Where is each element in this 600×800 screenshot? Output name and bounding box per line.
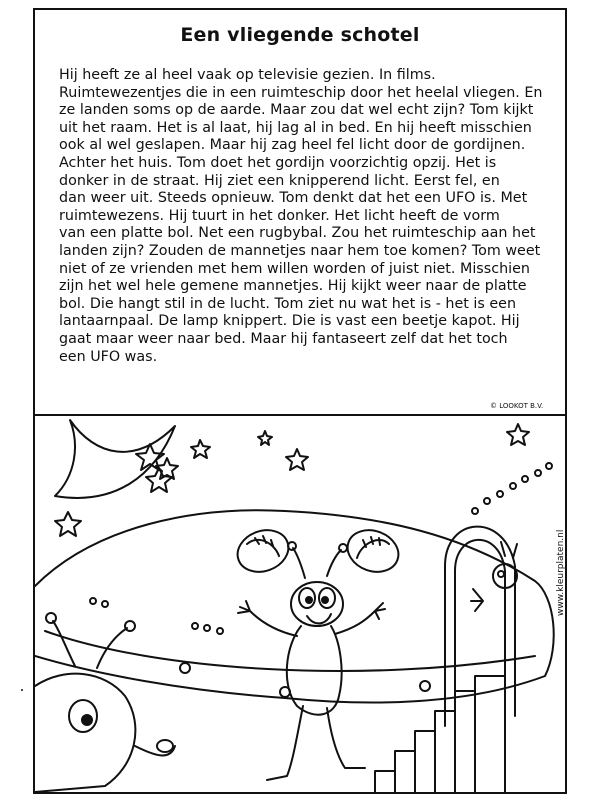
story-line: ook al wel geslapen. Maar hij zag heel fel licht door de gordijnen.: [59, 137, 526, 154]
story-text: [59, 67, 559, 366]
rugby-ball: [342, 523, 405, 578]
coloring-illustration: [35, 416, 565, 792]
copyright-text: © LOOKOT B.V.: [490, 402, 544, 410]
stray-dot: [21, 689, 23, 691]
story-line: Achter het huis. Tom doet het gordijn voorzichtig opzij. Het is: [59, 154, 497, 171]
story-line: niet of ze vrienden met hem willen worden of juist niet. Misschien: [59, 260, 530, 277]
story-line: Ruimtewezentjes die in een ruimteschip door het heelal vliegen. En: [59, 84, 543, 101]
rugby-ball: [232, 523, 295, 578]
story-line: uit het raam. Het is al laat, hij lag al in bed. En hij heeft misschien: [59, 119, 532, 136]
star-icon: [258, 431, 272, 445]
story-line: ze landen soms op de aarde. Maar zou dat wel echt zijn? Tom kijkt: [59, 102, 534, 119]
story-line: dan weer uit. Steeds opnieuw. Tom denkt dat het een UFO is. Met: [59, 190, 528, 207]
story-line: een UFO was.: [59, 348, 158, 365]
story-line: bol. Die hangt stil in de lucht. Tom ziet nu wat het is - het is een: [59, 295, 517, 312]
story-line: van een platte bol. Net een rugbybal. Zou het ruimteschip aan het: [59, 225, 536, 242]
website-text: www.kleurplaten.nl: [556, 529, 566, 616]
star-icon: [507, 424, 529, 445]
story-line: Hij heeft ze al heel vaak op televisie gezien. In films.: [59, 67, 436, 83]
star-icon: [191, 440, 210, 458]
story-line: donker in de straat. Hij ziet een knipperend licht. Eerst fel, en: [59, 172, 500, 189]
story-line: zijn het wel hele gemene mannetjes. Hij kijkt weer naar de platte: [59, 278, 527, 295]
story-line: landen zijn? Zouden de mannetjes naar hem toe komen? Tom weet: [59, 242, 541, 259]
star-icon: [146, 468, 172, 492]
page-title: Een vliegende schotel: [180, 24, 420, 46]
story-line: lantaarnpaal. De lamp knippert. Die is vast een beetje kapot. Hij: [59, 313, 520, 330]
alien-head: [291, 582, 343, 626]
story-line: ruimtewezens. Hij tuurt in het donker. Het licht heeft de vorm: [59, 207, 500, 224]
star-icon: [286, 449, 308, 470]
story-line: gaat maar weer naar bed. Maar hij fantaseert zelf dat het toch: [59, 330, 508, 347]
star-icon: [55, 512, 81, 536]
